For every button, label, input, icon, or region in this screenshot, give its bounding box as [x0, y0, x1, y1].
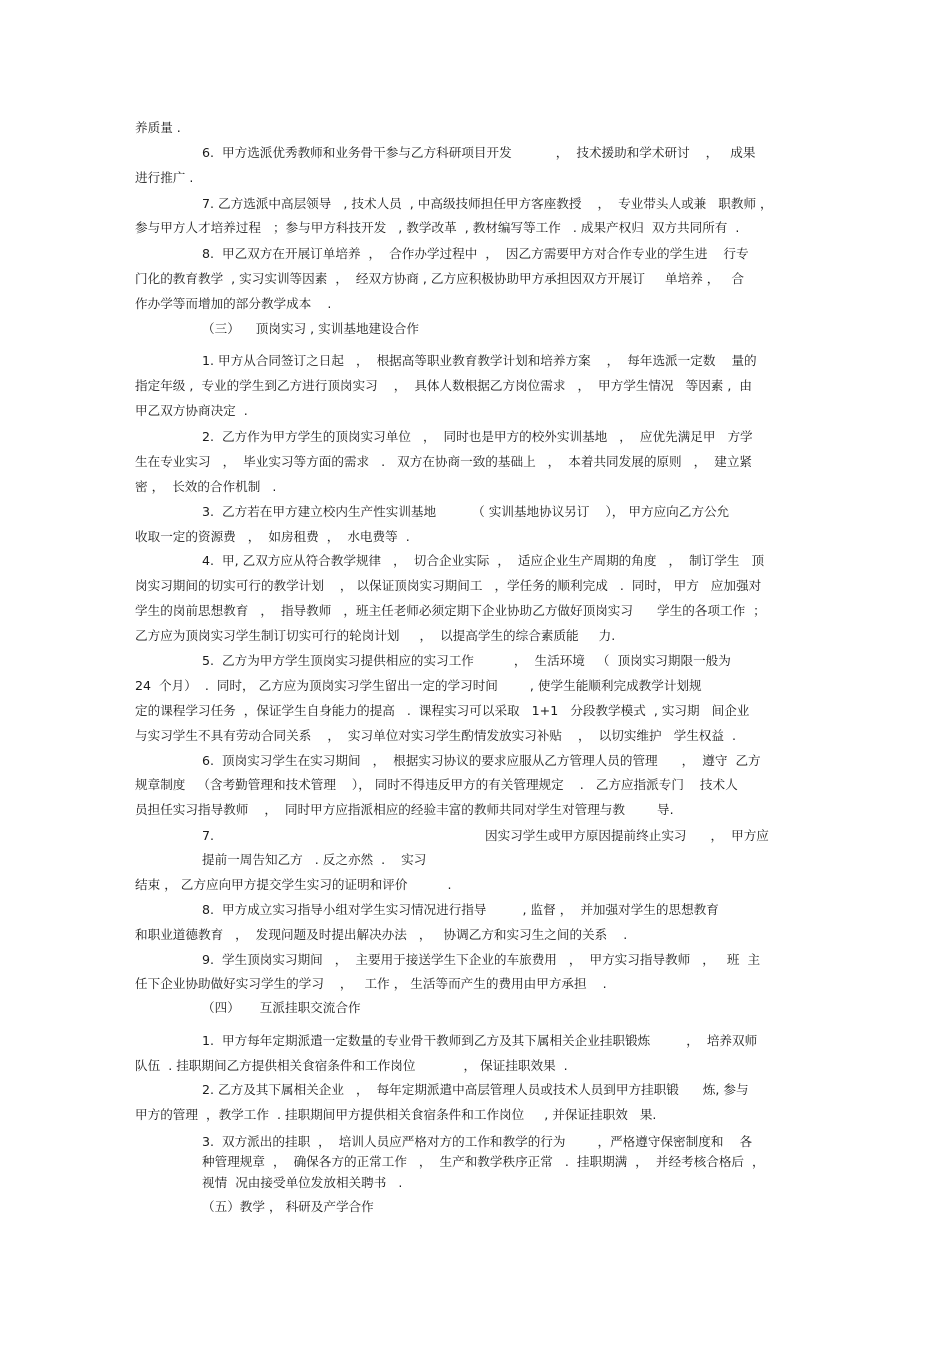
text-line: 1. 甲方从合同签订之日起 ， 根据高等职业教育教学计划和培养方案 ， 每年选派一定数 量的 [202, 353, 757, 368]
text-line: 甲乙双方协商决定 . [135, 403, 248, 418]
text-line: 提前一周告知乙方 . 反之亦然 . 实习 [202, 852, 427, 867]
text-line: 7. [202, 828, 215, 843]
text-line: 5. 乙方为甲方学生顶岗实习提供相应的实习工作 ， 生活环境 （ 顶岗实习期限一般为 [202, 653, 731, 668]
text-line: 8. 甲乙双方在开展订单培养 ， 合作办学过程中 ， 因乙方需要甲方对合作专业的学生进 行专 [202, 246, 749, 261]
text-line: 4. 甲, 乙双方应从符合教学规律 ， 切合企业实际 ， 适应企业生产周期的角度 ， 制订学生 顶 [202, 553, 765, 568]
text-line: 生在专业实习 ， 毕业实习等方面的需求 . 双方在协商一致的基础上 ， 本着共同发展的原则 ， 建立紧 [135, 454, 753, 469]
section-heading: （四） 互派挂职交流合作 [202, 1000, 361, 1015]
text-line: 进行推广 . [135, 170, 194, 185]
text-line: 甲方的管理 ，教学工作 . 挂职期间甲方提供相关食宿条件和工作岗位 , 并保证挂职效 果. [135, 1107, 657, 1122]
text-line: 2. 乙方作为甲方学生的顶岗实习单位 ， 同时也是甲方的校外实训基地 ， 应优先满足甲 方学 [202, 429, 753, 444]
text-line: 收取一定的资源费 ， 如房租费 ， 水电费等 . [135, 529, 410, 544]
text-line: 9. 学生顶岗实习期间 ， 主要用于接送学生下企业的车旅费用 ， 甲方实习指导教师 ， 班 主 [202, 952, 761, 967]
text-line: 密 ， 长效的合作机制 . [135, 479, 277, 494]
text-line: 和职业道德教育 ， 发现问题及时提出解决办法 ， 协调乙方和实习生之间的关系 . [135, 927, 628, 942]
text-line: 岗实习期间的切实可行的教学计划 ， 以保证顶岗实习期间工 ，学任务的顺利完成 . 同时， 甲方 应加强对 [135, 578, 762, 593]
text-line: 3. 双方派出的挂职 ， 培训人员应严格对方的工作和教学的行为 ，严格遵守保密制度和 各 [202, 1134, 753, 1149]
text-line: 2. 乙方及其下属相关企业 ， 每年定期派遣中高层管理人员或技术人员到甲方挂职锻 炼, 参与 [202, 1082, 749, 1097]
section-heading: （三） 顶岗实习 , 实训基地建设合作 [202, 321, 419, 336]
text-line: 员担任实习指导教师 ， 同时甲方应指派相应的经验丰富的教师共同对学生对管理与教 导. [135, 802, 674, 817]
text-line: 指定年级 , 专业的学生到乙方进行顶岗实习 ， 具体人数根据乙方岗位需求 ， 甲方学生情况 等因素 , 由 [135, 378, 753, 393]
text-line: 种管理规章 ， 确保各方的正常工作 ， 生产和教学秩序正常 . 挂职期满 ， 并经考核合格后 ， [202, 1154, 765, 1169]
text-line: 1. 甲方每年定期派遣一定数量的专业骨干教师到乙方及其下属相关企业挂职锻炼 ， 培养双师 [202, 1033, 758, 1048]
text-line: 规章制度 （含考勤管理和技术管理 ）， 同时不得违反甲方的有关管理规定 . 乙方应指派专门 技术人 [135, 777, 738, 792]
text-line: 视情 况由接受单位发放相关聘书 . [202, 1175, 403, 1190]
text-line: 养质量 . [135, 120, 181, 135]
text-line: 6. 顶岗实习学生在实习期间 ， 根据实习协议的要求应服从乙方管理人员的管理 ， 遵守 乙方 [202, 753, 761, 768]
text-line: 任下企业协助做好实习学生的学习 ， 工作 ， 生活等而产生的费用由甲方承担 . [135, 976, 607, 991]
text-line: 与实习学生不具有劳动合同关系 ， 实习单位对实习学生酌情发放实习补贴 ， 以切实维护 学生权益 . [135, 728, 736, 743]
text-line: 乙方应为顶岗实习学生制订切实可行的轮岗计划 ， 以提高学生的综合素质能 力. [135, 628, 616, 643]
text-line: 定的课程学习任务 ，保证学生自身能力的提高 . 课程实习可以采取 1+1 分段教学模式 , 实习期 间企业 [135, 703, 750, 718]
text-line: 学生的岗前思想教育 ， 指导教师 ，班主任老师必须定期下企业协助乙方做好顶岗实习 学生的各项工作 ； [135, 603, 766, 618]
text-line: 24 个月） . 同时， 乙方应为顶岗实习学生留出一定的学习时间 , 使学生能顺利完成教学计划规 [135, 678, 702, 693]
text-line: 门化的教育教学 , 实习实训等因素 ， 经双方协商 , 乙方应积极协助甲方承担因双方开展订 单培养 ， 合 [135, 271, 745, 286]
text-line: 6. 甲方选派优秀教师和业务骨干参与乙方科研项目开发 ， 技术援助和学术研讨 ， 成果 [202, 145, 756, 160]
section-heading: （五）教学 ， 科研及产学合作 [202, 1199, 374, 1214]
text-line: 参与甲方人才培养过程 ；参与甲方科技开发 , 教学改革 , 教材编写等工作 . 成果产权归 双方共同所有 . [135, 220, 740, 235]
text-line: 3. 乙方若在甲方建立校内生产性实训基地 （ 实训基地协议另订 ）， 甲方应向乙方公允 [202, 504, 730, 519]
text-line: 8. 甲方成立实习指导小组对学生实习情况进行指导 , 监督 ， 并加强对学生的思想教育 [202, 902, 719, 917]
text-line: 7. 乙方选派中高层领导 , 技术人员 , 中高级技师担任甲方客座教授 ， 专业带头人或兼 职教师 ， [202, 196, 773, 211]
text-line: 作办学等而增加的部分教学成本 . [135, 296, 332, 311]
text-line: 结束 ， 乙方应向甲方提交学生实习的证明和评价 . [135, 877, 452, 892]
text-line: 因实习学生或甲方原因提前终止实习 ， 甲方应 [485, 828, 769, 843]
text-line: 队伍 . 挂职期间乙方提供相关食宿条件和工作岗位 ， 保证挂职效果 . [135, 1058, 568, 1073]
